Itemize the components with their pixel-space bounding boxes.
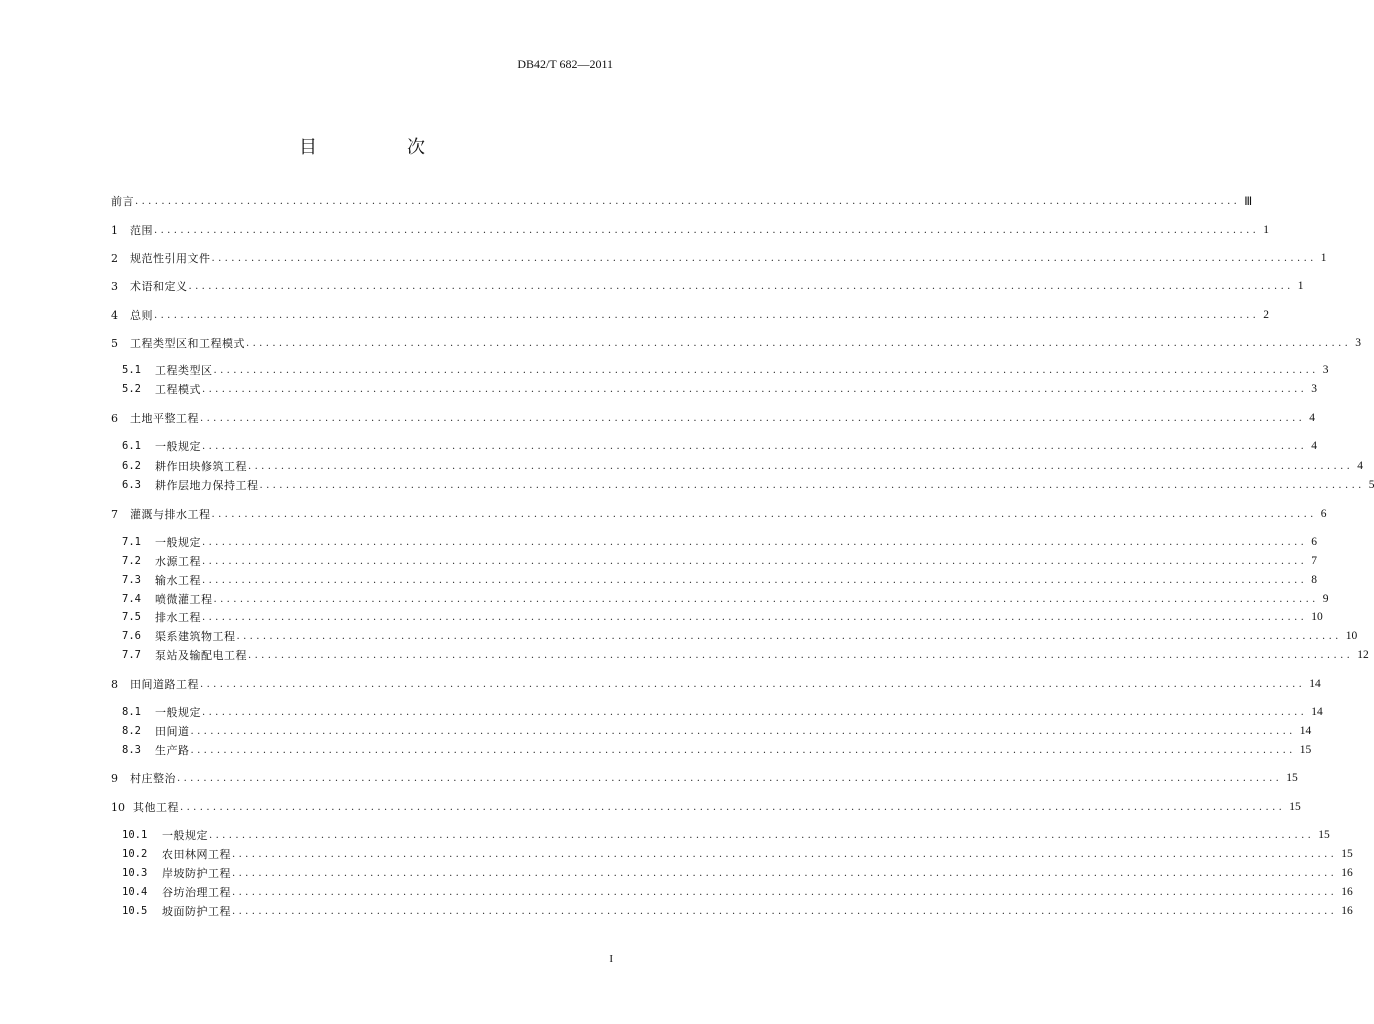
dot-leader: ........................................................................................................................................................................: [232, 905, 1338, 917]
toc-label: 一般规定: [155, 440, 201, 453]
toc-label: 田间道: [155, 725, 190, 738]
toc-page: 2: [1263, 309, 1269, 321]
toc-entry-7-5[interactable]: [122, 609, 1323, 625]
toc-page: 3: [1355, 337, 1361, 349]
dot-leader: ........................................................................................................................................................................: [190, 744, 1296, 756]
dot-leader: ........................................................................................................................................................................: [213, 364, 1319, 376]
toc-entry-8[interactable]: [111, 676, 1321, 692]
toc-page: 4: [1311, 440, 1317, 452]
toc-number: 9: [111, 771, 118, 785]
toc-number: 6.1: [122, 440, 141, 452]
toc-number: 7.5: [122, 611, 141, 623]
toc-page: 3: [1322, 364, 1329, 376]
toc-entry-5-2[interactable]: [122, 381, 1317, 397]
toc-number: 10.1: [122, 829, 148, 841]
toc-page: 15: [1318, 829, 1330, 841]
dot-leader: ........................................................................................................................................................................: [188, 280, 1294, 292]
toc-page: Ⅲ: [1244, 196, 1253, 208]
dot-leader: ........................................................................................................................................................................: [236, 630, 1342, 642]
toc-label: 渠系建筑物工程: [155, 630, 236, 643]
toc-label: 泵站及输配电工程: [155, 649, 247, 662]
toc-label: 输水工程: [155, 574, 201, 587]
toc-label: 工程模式: [155, 383, 201, 396]
toc-number: 5.1: [122, 364, 141, 376]
dot-leader: ........................................................................................................................................................................: [202, 383, 1308, 395]
toc-number: 7.6: [122, 630, 141, 642]
dot-leader: ........................................................................................................................................................................: [200, 412, 1306, 424]
dot-leader: ........................................................................................................................................................................: [211, 252, 1317, 264]
toc-label: 规范性引用文件: [130, 252, 211, 265]
toc-label: 谷坊治理工程: [162, 886, 231, 899]
toc-page: 6: [1311, 536, 1317, 548]
toc-entry-3[interactable]: [111, 278, 1304, 294]
toc-label: 前言: [111, 195, 134, 208]
toc-page: 6: [1320, 508, 1327, 520]
toc-label: 田间道路工程: [130, 678, 199, 691]
dot-leader: ........................................................................................................................................................................: [202, 706, 1308, 718]
dot-leader: ........................................................................................................................................................................: [248, 649, 1354, 661]
toc-number: 1: [111, 223, 118, 237]
toc-number: 10.2: [122, 848, 148, 860]
toc-page: 8: [1311, 574, 1317, 586]
toc-label: 岸坡防护工程: [162, 867, 231, 880]
toc-label: 一般规定: [155, 706, 201, 719]
toc-page: 1: [1263, 224, 1269, 236]
page-number: I: [609, 953, 613, 965]
toc-entry-7-7[interactable]: [122, 647, 1369, 663]
toc-page: 3: [1311, 383, 1317, 395]
toc-number: 6.2: [122, 460, 141, 472]
toc-entry-10-3[interactable]: [122, 865, 1353, 881]
toc-entry-10-1[interactable]: [122, 827, 1330, 843]
document-code: DB42/T 682—2011: [517, 57, 613, 71]
toc-number: 5.2: [122, 383, 141, 395]
dot-leader: ........................................................................................................................................................................: [202, 611, 1308, 623]
toc-label: 灌溉与排水工程: [130, 508, 211, 521]
toc-label: 其他工程: [133, 801, 179, 814]
toc-entry-6[interactable]: [111, 410, 1315, 426]
page-title: 目 次: [299, 137, 461, 158]
toc-number: 8: [111, 677, 118, 691]
toc-entry-7-3[interactable]: [122, 572, 1317, 588]
dot-leader: ........................................................................................................................................................................: [154, 309, 1260, 321]
toc-number: 10.5: [122, 905, 148, 917]
dot-leader: ........................................................................................................................................................................: [135, 195, 1241, 207]
toc-page: 12: [1357, 649, 1369, 661]
dot-leader: ........................................................................................................................................................................: [232, 848, 1338, 860]
toc-label: 土地平整工程: [130, 412, 199, 425]
toc-page: 15: [1299, 744, 1312, 756]
dot-leader: ........................................................................................................................................................................: [202, 536, 1308, 548]
dot-leader: ........................................................................................................................................................................: [154, 224, 1260, 236]
toc-number: 8.2: [122, 725, 141, 737]
toc-entry-6-1[interactable]: [122, 438, 1317, 454]
toc-number: 4: [111, 308, 118, 322]
toc-entry-5-1[interactable]: [122, 362, 1329, 378]
toc-label: 一般规定: [162, 829, 208, 842]
toc-page: 10: [1345, 630, 1358, 642]
toc-number: 7.3: [122, 574, 141, 586]
dot-leader: ........................................................................................................................................................................: [202, 440, 1308, 452]
dot-leader: ........................................................................................................................................................................: [211, 508, 1317, 520]
toc-entry-1[interactable]: [111, 222, 1269, 238]
toc-page: 10: [1311, 611, 1323, 623]
dot-leader: ........................................................................................................................................................................: [246, 337, 1352, 349]
toc-number: 7.2: [122, 555, 141, 567]
toc-number: 3: [111, 279, 118, 293]
toc-entry-6-2[interactable]: [122, 458, 1363, 474]
toc-number: 10: [111, 800, 125, 814]
dot-leader: ........................................................................................................................................................................: [180, 801, 1286, 813]
dot-leader: ........................................................................................................................................................................: [248, 460, 1354, 472]
toc-label: 总则: [130, 309, 153, 322]
dot-leader: ........................................................................................................................................................................: [232, 886, 1338, 898]
dot-leader: ........................................................................................................................................................................: [177, 772, 1283, 784]
toc-entry-9[interactable]: [111, 770, 1298, 786]
dot-leader: ........................................................................................................................................................................: [209, 829, 1315, 841]
toc-page: 15: [1341, 848, 1353, 860]
toc-entry-8-3[interactable]: [122, 742, 1312, 758]
toc-page: 15: [1286, 772, 1298, 784]
toc-entry-7[interactable]: [111, 506, 1327, 522]
toc-entry-6-3[interactable]: [122, 477, 1374, 493]
toc-number: 6.3: [122, 479, 141, 491]
toc-page: 16: [1341, 867, 1353, 879]
toc-page: 4: [1309, 412, 1315, 424]
toc-label: 一般规定: [155, 536, 201, 549]
toc-page: 4: [1357, 460, 1363, 472]
dot-leader: ........................................................................................................................................................................: [259, 479, 1365, 491]
toc-entry-8-1[interactable]: [122, 704, 1323, 720]
toc-label: 工程类型区: [155, 364, 213, 377]
toc-number: 10.4: [122, 886, 148, 898]
toc-page: 15: [1289, 801, 1301, 813]
toc-page: 7: [1311, 555, 1317, 567]
toc-entry-foreword[interactable]: [111, 193, 1253, 209]
dot-leader: ........................................................................................................................................................................: [213, 593, 1319, 605]
toc-label: 水源工程: [155, 555, 201, 568]
toc-entry-4[interactable]: [111, 307, 1269, 323]
dot-leader: ........................................................................................................................................................................: [202, 574, 1308, 586]
toc-entry-7-1[interactable]: [122, 534, 1317, 550]
toc-label: 排水工程: [155, 611, 201, 624]
toc-entry-10-5[interactable]: [122, 903, 1353, 919]
toc-page: 1: [1320, 252, 1327, 264]
toc-number: 7.7: [122, 649, 141, 661]
toc-page: 16: [1341, 905, 1353, 917]
toc-page: 14: [1299, 725, 1312, 737]
toc-page: 14: [1311, 706, 1323, 718]
toc-entry-5[interactable]: [111, 335, 1361, 351]
toc-entry-8-2[interactable]: [122, 723, 1312, 739]
toc-number: 7.4: [122, 593, 141, 605]
toc-label: 范围: [130, 224, 153, 237]
toc-entry-2[interactable]: [111, 250, 1327, 266]
toc-page: 5: [1368, 479, 1374, 491]
toc-label: 耕作田块修筑工程: [155, 460, 247, 473]
toc-number: 8.3: [122, 744, 141, 756]
toc-entry-7-4[interactable]: [122, 591, 1329, 607]
toc-number: 5: [111, 336, 118, 350]
toc-page: 16: [1341, 886, 1353, 898]
dot-leader: ........................................................................................................................................................................: [202, 555, 1308, 567]
toc-number: 7: [111, 507, 118, 521]
toc-page: 14: [1309, 678, 1321, 690]
toc-number: 7.1: [122, 536, 141, 548]
toc-label: 喷微灌工程: [155, 593, 213, 606]
toc-page: 9: [1322, 593, 1329, 605]
toc-label: 生产路: [155, 744, 190, 757]
toc-label: 村庄整治: [130, 772, 176, 785]
toc-entry-7-2[interactable]: [122, 553, 1317, 569]
toc-label: 术语和定义: [130, 280, 188, 293]
toc-number: 2: [111, 251, 118, 265]
dot-leader: ........................................................................................................................................................................: [232, 867, 1338, 879]
toc-number: 8.1: [122, 706, 141, 718]
dot-leader: ........................................................................................................................................................................: [200, 678, 1306, 690]
toc-entry-10-2[interactable]: [122, 846, 1353, 862]
toc-label: 耕作层地力保持工程: [155, 479, 259, 492]
toc-label: 农田林网工程: [162, 848, 231, 861]
toc-number: 10.3: [122, 867, 148, 879]
toc-entry-10[interactable]: [111, 799, 1301, 815]
dot-leader: ........................................................................................................................................................................: [190, 725, 1296, 737]
toc-label: 工程类型区和工程模式: [130, 337, 245, 350]
toc-page: 1: [1297, 280, 1304, 292]
toc-entry-10-4[interactable]: [122, 884, 1353, 900]
toc-entry-7-6[interactable]: [122, 628, 1358, 644]
toc-label: 坡面防护工程: [162, 905, 231, 918]
toc-number: 6: [111, 411, 118, 425]
